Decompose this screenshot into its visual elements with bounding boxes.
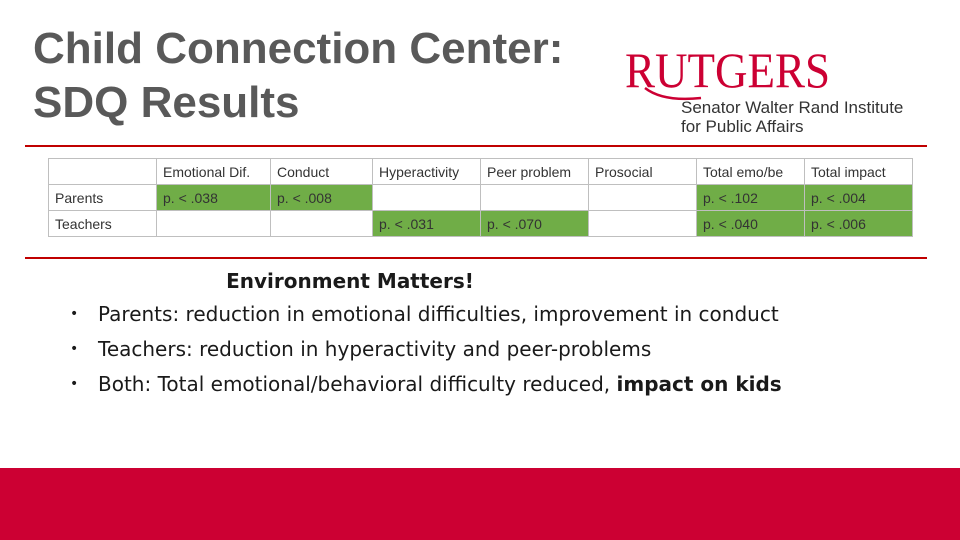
- table-cell: p. < .031: [373, 211, 481, 237]
- table-cell: [157, 211, 271, 237]
- table-cell: [589, 211, 697, 237]
- list-item: [70, 367, 930, 402]
- logo-subtitle-line-2: for Public Affairs: [681, 117, 804, 136]
- row-label: Teachers: [49, 211, 157, 237]
- list-item: [70, 297, 930, 332]
- table-cell: p. < .070: [481, 211, 589, 237]
- title-line-2: SDQ Results: [33, 78, 300, 127]
- section-heading: Environment Matters!: [226, 269, 474, 293]
- bullet-text: Both: Total emotional/behavioral difficulty reduced,: [98, 372, 617, 396]
- content-area: [70, 265, 930, 402]
- list-item: [70, 332, 930, 367]
- footer-bar: [0, 468, 960, 540]
- table-header-row: [49, 159, 913, 185]
- bottom-divider: [25, 257, 927, 259]
- slide-title: [33, 22, 623, 130]
- table-cell: p. < .008: [271, 185, 373, 211]
- bullet-text: Teachers: reduction in hyperactivity and peer-problems: [98, 337, 652, 361]
- sdq-results-table: [48, 158, 913, 237]
- bullet-glyph: •: [70, 376, 79, 392]
- row-label: Parents: [49, 185, 157, 211]
- table-cell: p. < .102: [697, 185, 805, 211]
- bullet-list: [70, 297, 930, 402]
- table-column-header: Hyperactivity: [373, 159, 481, 185]
- table-corner-cell: [49, 159, 157, 185]
- table-row: [49, 185, 913, 211]
- table-cell: p. < .040: [697, 211, 805, 237]
- title-line-1: Child Connection Center:: [33, 24, 564, 73]
- table-cell: [481, 185, 589, 211]
- table-column-header: Total impact: [805, 159, 913, 185]
- logo-wordmark: RUTGERS: [625, 42, 831, 98]
- top-divider: [25, 145, 927, 147]
- table-column-header: Prosocial: [589, 159, 697, 185]
- logo-subtitle-line-1: Senator Walter Rand Institute: [681, 98, 904, 117]
- table-row: [49, 211, 913, 237]
- table-column-header: Conduct: [271, 159, 373, 185]
- bullet-bold-text: impact on kids: [616, 372, 782, 396]
- logo-subtitle: [681, 98, 903, 136]
- rutgers-logo: [625, 42, 925, 142]
- table-cell: [589, 185, 697, 211]
- bullet-text: Parents: reduction in emotional difficulties, improvement in conduct: [98, 302, 779, 326]
- table-cell: p. < .004: [805, 185, 913, 211]
- table-cell: p. < .038: [157, 185, 271, 211]
- table-cell: p. < .006: [805, 211, 913, 237]
- table-column-header: Total emo/be: [697, 159, 805, 185]
- table-cell: [271, 211, 373, 237]
- table-cell: [373, 185, 481, 211]
- table-column-header: Peer problem: [481, 159, 589, 185]
- table-column-header: Emotional Dif.: [157, 159, 271, 185]
- bullet-glyph: •: [70, 306, 79, 322]
- bullet-glyph: •: [70, 341, 79, 357]
